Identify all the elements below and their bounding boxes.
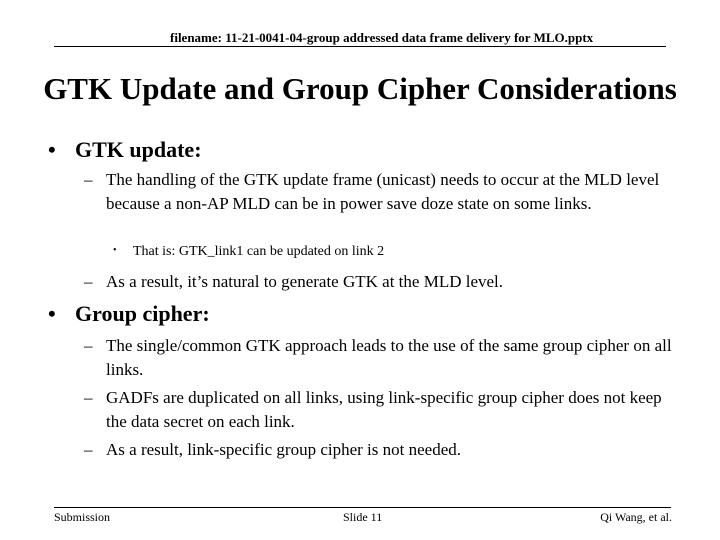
sub-bullet-text: As a result, link-specific group cipher is not needed.	[106, 440, 462, 459]
sub-bullet-text: GADFs are duplicated on all links, using link-specific group cipher does not keep the data secret on each link.	[106, 388, 662, 431]
dash-icon: –	[84, 388, 93, 407]
sub-bullet	[84, 334, 674, 382]
sub-sub-bullet	[113, 244, 384, 260]
bullet-gtk-update	[48, 137, 202, 163]
bullet-dot-icon: •	[48, 301, 56, 326]
bullet-dot-icon: •	[113, 245, 117, 256]
footer-divider	[54, 507, 671, 508]
bullet-heading: GTK update:	[75, 137, 202, 162]
dash-icon: –	[84, 440, 93, 459]
sub-bullet	[84, 438, 674, 462]
sub-bullet	[84, 270, 674, 294]
dash-icon: –	[84, 336, 93, 355]
bullet-dot-icon: •	[48, 137, 56, 162]
slide-title: GTK Update and Group Cipher Considerations	[43, 71, 677, 106]
header-divider	[54, 46, 666, 47]
footer-author: Qi Wang, et al.	[600, 510, 672, 524]
sub-bullet	[84, 386, 674, 434]
sub-sub-bullet-text: That is: GTK_link1 can be updated on link 2	[133, 244, 385, 259]
sub-bullet-text: The handling of the GTK update frame (unicast) needs to occur at the MLD level because a non-AP MLD can be in power save doze state on some links.	[106, 170, 660, 213]
sub-bullet-text: The single/common GTK approach leads to the use of the same group cipher on all links.	[106, 336, 672, 379]
dash-icon: –	[84, 272, 93, 291]
footer-slide-number: Slide 11	[343, 510, 383, 524]
footer-submission: Submission	[54, 510, 111, 524]
dash-icon: –	[84, 170, 93, 189]
sub-bullet	[84, 168, 674, 216]
sub-bullet-text: As a result, it’s natural to generate GTK at the MLD level.	[106, 272, 504, 291]
bullet-heading: Group cipher:	[75, 301, 210, 326]
header-filename: filename: 11-21-0041-04-group addressed data frame delivery for MLO.pptx	[170, 30, 594, 45]
bullet-group-cipher	[48, 301, 210, 327]
